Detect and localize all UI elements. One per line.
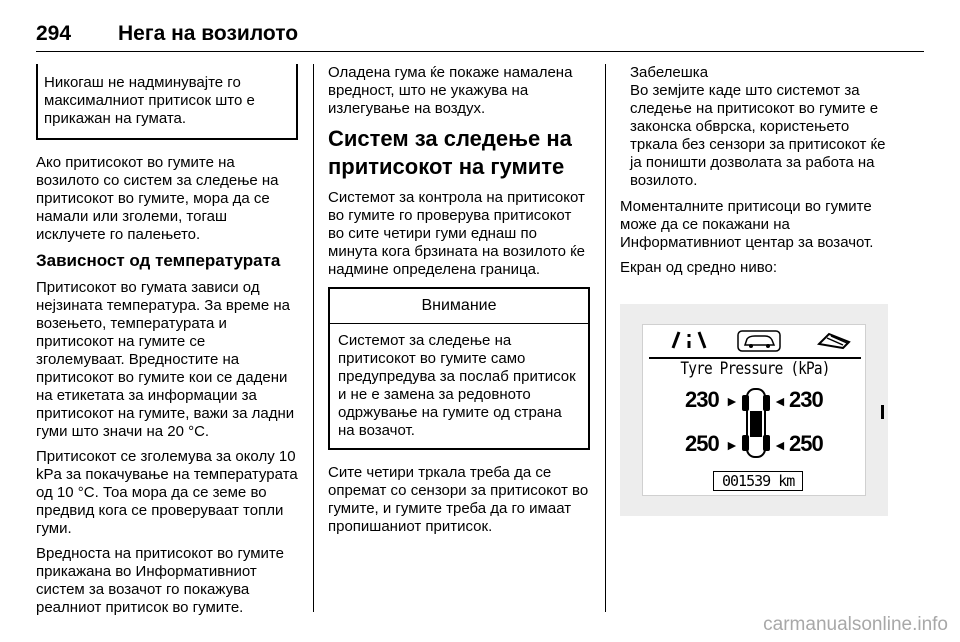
heading-tpms: Систем за следење на притисокот на гумите (328, 126, 572, 179)
rear-left-arrow-icon: ► (725, 437, 739, 453)
rear-left-pressure: 250 (685, 431, 719, 456)
display-screen (642, 324, 866, 496)
hint-text: Во земјите каде што системот за следење на притисокот во гумите е законска обврска, користењето тркала без сензори за притисокот ќе ја поништи дозволата за работа на возилото. (630, 82, 886, 189)
heading-temperature: Зависност од температурата (36, 251, 281, 270)
rear-right-pressure: 250 (789, 431, 823, 456)
max-pressure-note: Никогаш не надминувајте го максималниот притисок што е прикажан на гумата. (36, 64, 298, 140)
hint-title: Забелешка (630, 64, 709, 81)
column-divider-2 (605, 64, 606, 612)
service-icon (817, 330, 853, 350)
page-number: 294 (36, 22, 72, 45)
front-left-pressure: 230 (685, 387, 719, 412)
paragraph-adjust-pressure: Ако притисокот во гумите на возилото со систем за следење на притисокот во гумите, мора да се намали или зголеми, тогаш исклучете го палењето. (36, 154, 279, 243)
paragraph-sensors: Сите четири тркала треба да се опремат со сензори за притисокот во гумите, и гумите треба да го имаат пропишаниот притисок. (328, 464, 589, 535)
paragraph-current-pressures: Моменталните притисоци во гумите може да се покажани на Информативниот центар за возачот. (620, 198, 874, 251)
warning-title: Внимание (330, 289, 588, 324)
hint-block (620, 64, 888, 190)
display-icon-bar (651, 327, 859, 353)
warning-text: Системот за следење на притисокот во гумите само предупредува за послаб притисок и не е замена за редовното одржување на гумите од страна на возачот. (338, 332, 576, 439)
paragraph-mid-level-display: Екран од средно ниво: (620, 259, 778, 276)
front-right-pressure: 230 (789, 387, 823, 412)
column-1 (36, 64, 298, 624)
warning-box (328, 287, 590, 450)
car-icon (737, 330, 781, 352)
paragraph-pressure-increase: Притисокот се зголемува за околу 10 kPa за покачување на температурата од 10 °C. Тоа мора да се земе во предвид кога се проверуваат топли гуми. (36, 448, 298, 537)
column-divider-1 (313, 64, 314, 612)
front-right-arrow-icon: ◄ (773, 393, 787, 409)
watermark: carmanualsonline.info (763, 614, 948, 635)
tyre-pressure-label: Tyre Pressure (kPa) (680, 359, 830, 379)
front-left-arrow-icon: ► (725, 393, 739, 409)
odometer: 001539 km (713, 471, 803, 491)
column-3 (620, 64, 888, 284)
page-header (36, 22, 924, 52)
paragraph-cold-tyre: Оладена гума ќе покаже намалена вредност, што не укажува на излегување на воздух. (328, 64, 573, 117)
display-scroll-indicator (881, 405, 884, 419)
tyre-pressure-display-figure (620, 304, 888, 516)
paragraph-tpms: Системот за контрола на притисокот во гумите го проверува притисокот во сите четири гуми еднаш по минута кога брзината на возилото ќе надмине определена граница. (328, 189, 586, 278)
car-topview-icon (741, 385, 771, 461)
paragraph-displayed-value: Вредноста на притисокот во гумите прикажана во Информативниот систем за возачот го покажува реалниот притисок во гумите. (36, 545, 284, 616)
column-2 (328, 64, 590, 543)
page-title: Нега на возилото (118, 22, 299, 45)
paragraph-temperature: Притисокот во гумата зависи од нејзината температура. За време на возењето, температурата и притисокот на гумите се зголемуваат. Вредностите на притисокот во гумите кои се дадени на етикетата за информации за притисокот на гумите, важи за ладни гуми што значи на 20 °C. (36, 279, 295, 440)
road-lane-icon (669, 330, 709, 350)
rear-right-arrow-icon: ◄ (773, 437, 787, 453)
